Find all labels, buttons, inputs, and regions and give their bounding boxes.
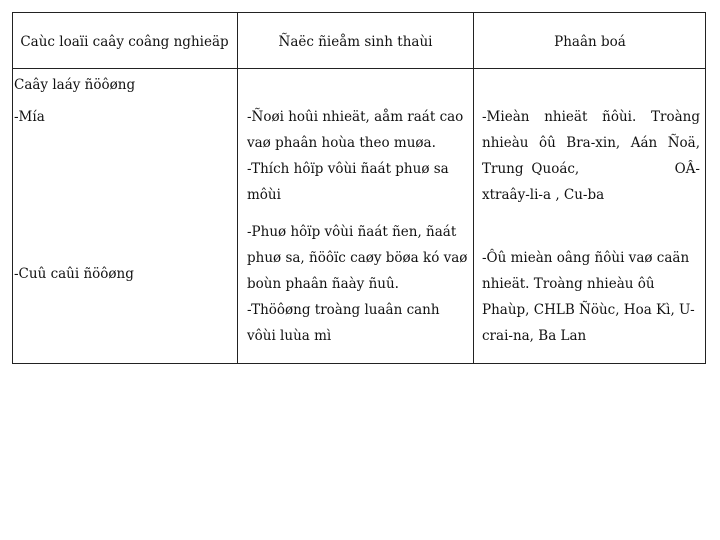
ecology-paragraph: -Ñoøi hoûi nhieät, aåm raát cao vaø phaân hoùa theo muøa. — [247, 109, 464, 151]
ecology-paragraph: -Thöôøng troàng luaân canh vôùi luùa mì — [247, 302, 440, 344]
distribution-cell — [482, 104, 705, 208]
header-crop-type: Caùc loaïi caây coâng nghieäp — [20, 34, 229, 50]
table-border-left — [12, 12, 13, 364]
ecology-paragraph: -Thích hôïp vôùi ñaát phuø sa môùi — [247, 161, 449, 203]
header-divider — [12, 68, 706, 69]
group-label: Caây laáy ñöôøng — [14, 77, 136, 93]
distribution-paragraph: -Ôû mieàn oâng ñôùi vaø caän nhieät. Troàng nhieàu ôû Phaùp, CHLB Ñöùc, Hoa Kì, U-crai-na, Ba Lan — [482, 250, 695, 344]
table-border-top — [12, 12, 706, 13]
ecology-cell — [247, 219, 469, 349]
column-divider-1 — [237, 12, 238, 364]
table-border-right — [705, 12, 706, 364]
table-border-bottom — [12, 363, 706, 364]
crop-table — [12, 12, 706, 364]
crop-name: -Cuû caûi ñöôøng — [14, 266, 134, 282]
header-ecology: Ñaëc ñieåm sinh thaùi — [278, 34, 433, 50]
ecology-cell — [247, 104, 469, 208]
distribution-cell — [482, 245, 700, 349]
distribution-paragraph: -Mieàn nhieät ñôùi. Troàng nhieàu ôû Bra-xin, Aán Ñoä, Trung Quoác, OÂ-xtraây-li-a , Cu-ba — [482, 109, 705, 203]
column-divider-2 — [473, 12, 474, 364]
crop-name: -Mía — [14, 109, 45, 125]
ecology-paragraph: -Phuø hôïp vôùi ñaát ñen, ñaát phuø sa, ñöôïc caøy böøa kó vaø boùn phaân ñaày ñuû. — [247, 224, 468, 292]
header-distribution: Phaân boá — [554, 34, 626, 50]
